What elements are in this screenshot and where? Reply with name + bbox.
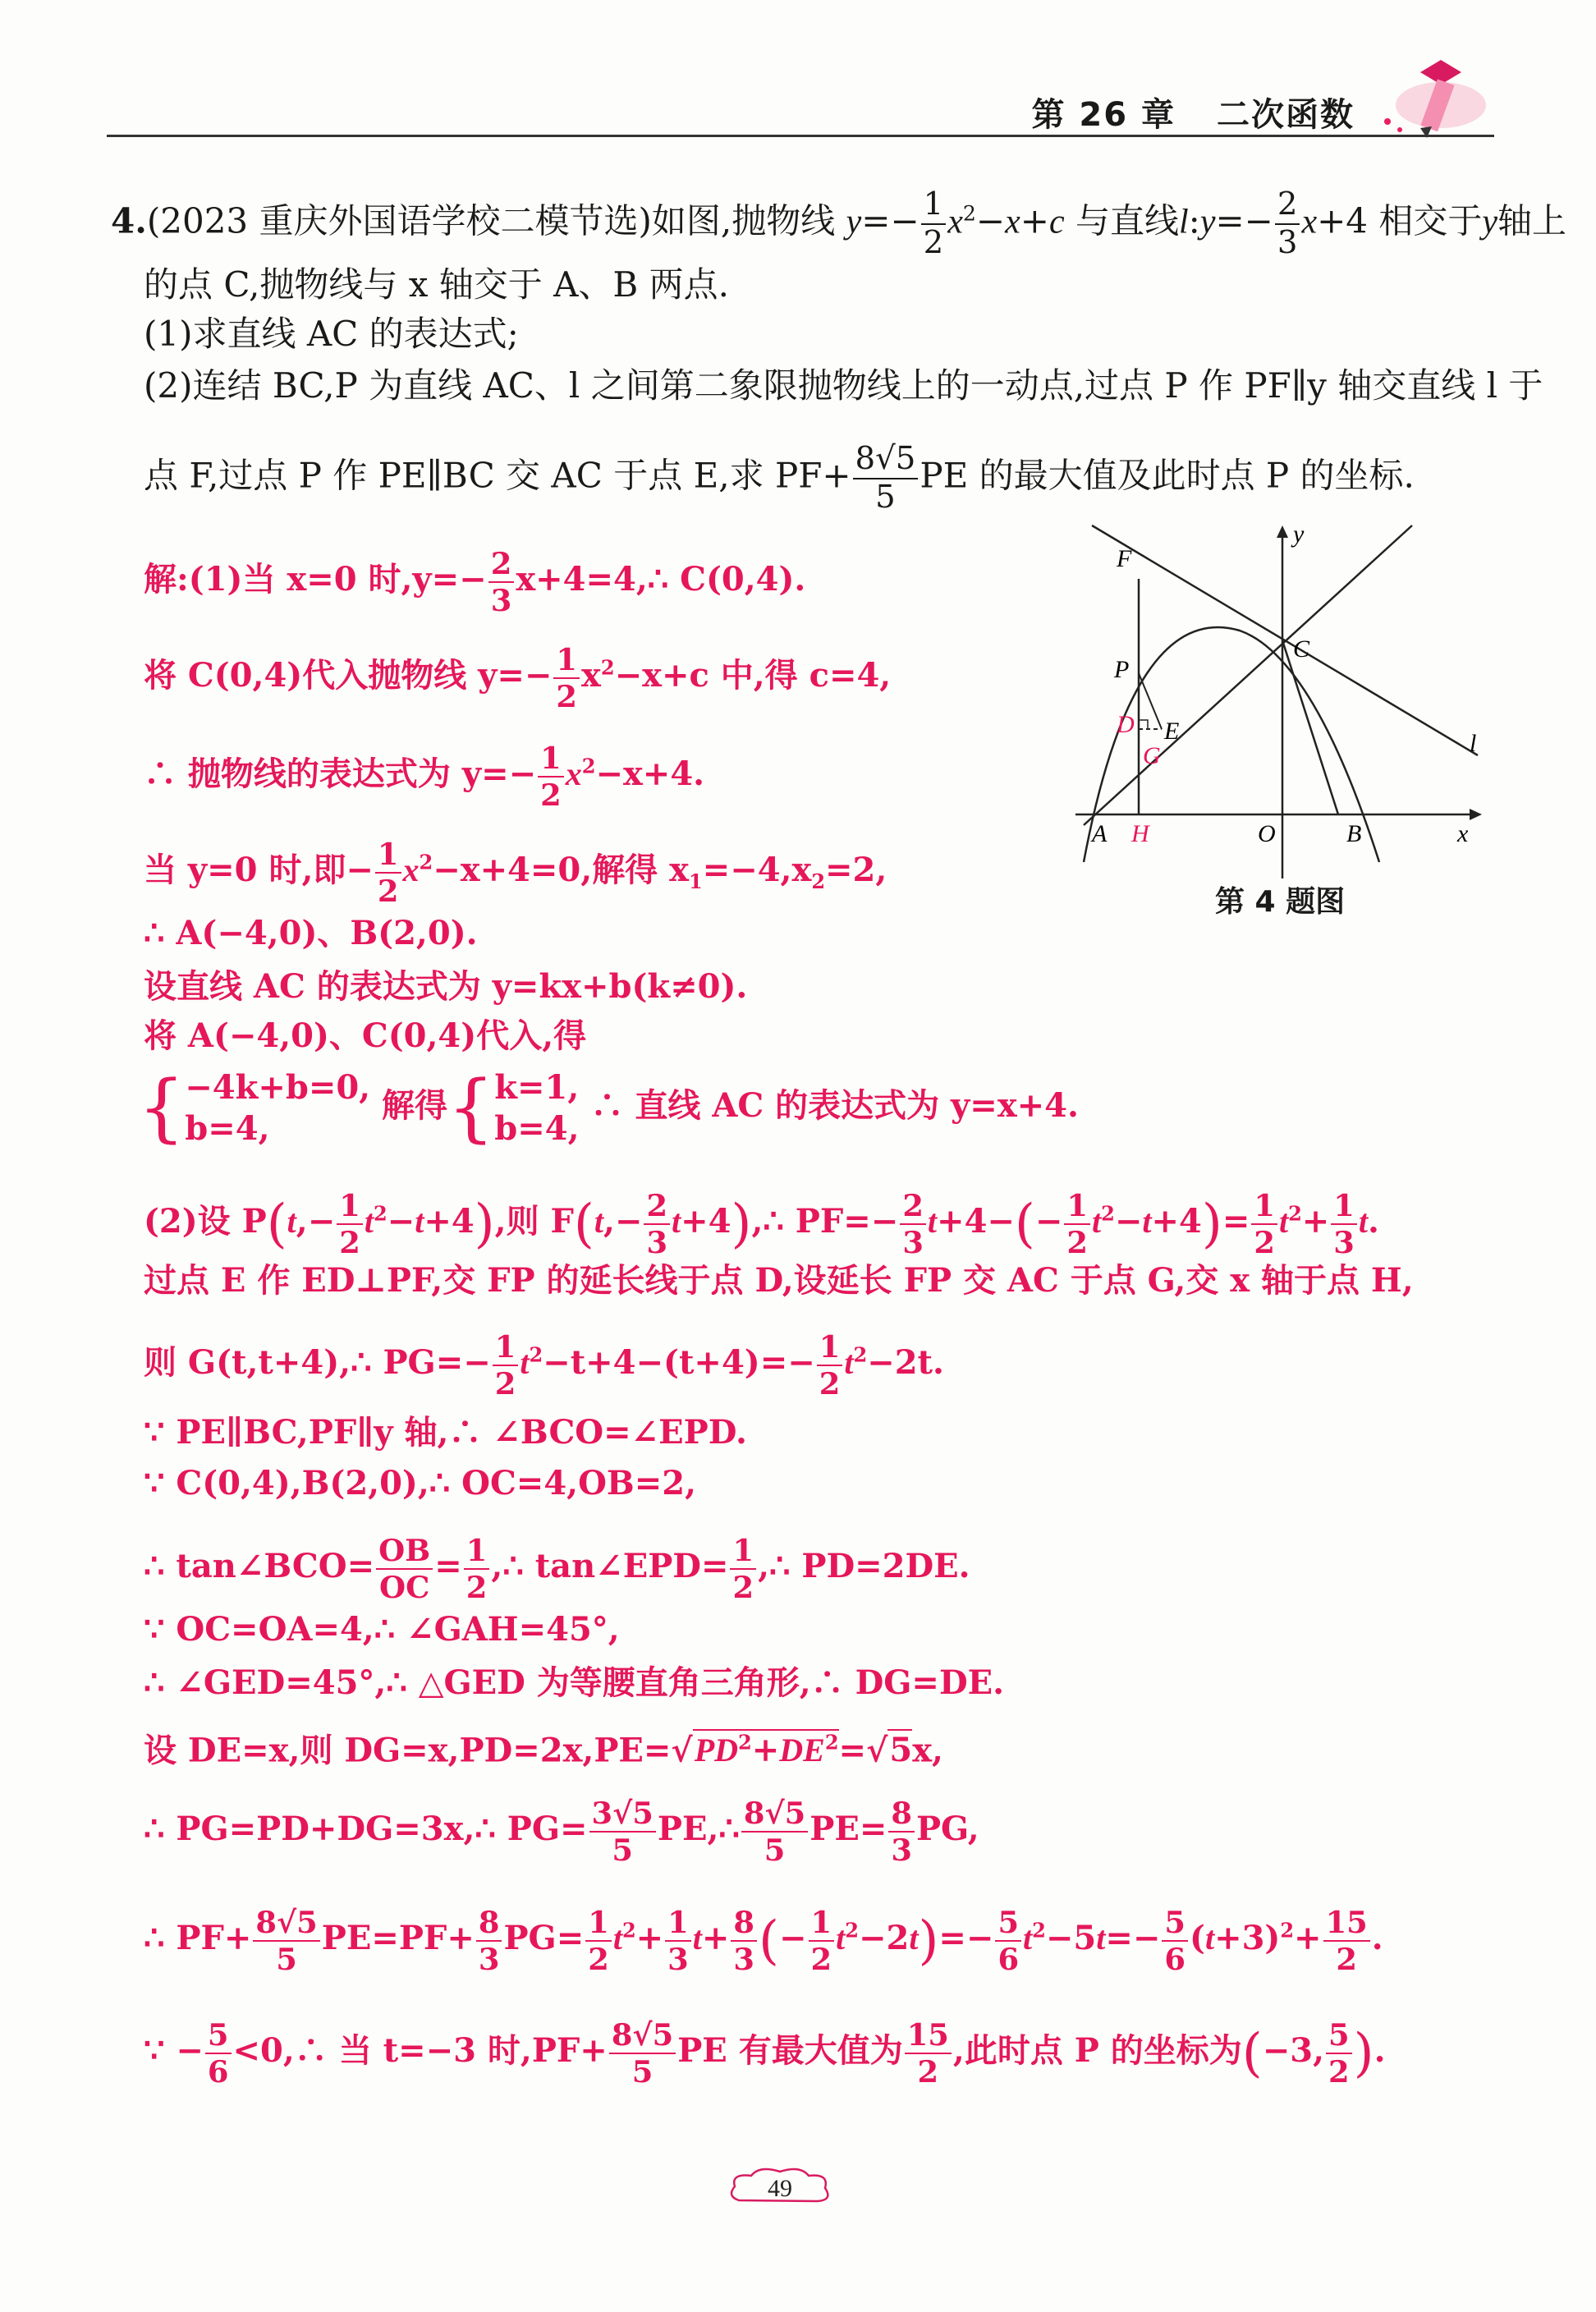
fraction: $\frac{1}{2}$	[921, 189, 947, 259]
problem-part-2-line-2	[144, 440, 1415, 516]
fraction: $\frac{1}{3}$	[1331, 1190, 1357, 1258]
solution-line: 设 DE=x,则 $DG=x,PD=2x,PE=√PD^2+DE^2=√5x$,	[144, 1731, 943, 1770]
page-header	[107, 89, 1494, 137]
fraction: $\frac{15}{2}$	[905, 2020, 952, 2087]
page-number-cloud-icon	[722, 2163, 837, 2213]
problem-number: 4.	[111, 200, 147, 241]
solution-text: −2t.	[867, 1342, 944, 1382]
problem-text: 如图,抛物线	[651, 200, 836, 241]
solution-line: 当 y=0 时,即− $\frac{1}{2}$ $x^2-x+4=0$,解得 $x_1=-4,x_2=2$,	[144, 836, 887, 909]
label-d: D	[1117, 711, 1135, 738]
solution-text: ∴ tan∠BCO=	[144, 1546, 375, 1585]
line-ac	[1084, 525, 1412, 825]
label-f: F	[1117, 545, 1132, 572]
geometry-figure	[1067, 517, 1494, 895]
solution-line: 将 C(0,4)代入抛物线 y=− $\frac{1}{2}$ $x^2-x+c$ 中,得 c=4,	[144, 641, 892, 714]
fraction: $\frac{5}{6}$	[1162, 1907, 1188, 1975]
label-y: y	[1293, 521, 1305, 548]
fraction: $\frac{OB}{OC}$	[376, 1535, 433, 1603]
solution-text: PE=PF+	[321, 1918, 475, 1957]
solution-text: 设 DE=x,则 DG=x,PD=2x,PE=	[144, 1731, 672, 1770]
solution-text: −t+4−(t+4)=−	[543, 1342, 815, 1382]
page-number: 49	[768, 2175, 792, 2202]
fraction: $\frac{1}{2}$	[464, 1535, 490, 1603]
solution-text: ∴ PG=PD+DG=3x,∴ PG=	[144, 1809, 588, 1848]
fraction: $\frac{1}{2}$	[493, 1332, 519, 1399]
chapter-number: 第 26 章	[1031, 96, 1176, 134]
solution-text: x	[581, 655, 601, 695]
solution-line: 将 A(−4,0)、C(0,4)代入,得	[144, 1016, 587, 1055]
problem-part-2-line-1: (2)连结 BC,P 为直线 AC、l 之间第二象限抛物线上的一动点,过点 P 作 PF∥y 轴交直线 l 于	[144, 365, 1543, 406]
problem-text: 点 F,过点 P 作 PE∥BC 交 AC 于点 E,求 PF+	[144, 455, 851, 496]
solution-text: PE,∴	[657, 1809, 740, 1848]
fraction: $\frac{15}{2}$	[1323, 1907, 1370, 1975]
equation: b=4,	[185, 1109, 270, 1148]
solution-text: −x+c 中,得 c=4,	[614, 655, 892, 695]
solution-line: ∵ OC=OA=4,∴ ∠GAH=45°,	[144, 1610, 620, 1649]
fraction: $\frac{8√5}{5}$	[853, 443, 919, 513]
fraction: $\frac{8√5}{5}$	[741, 1798, 808, 1865]
chapter-name: 二次函数	[1217, 96, 1355, 134]
solution-text: 当 y=0 时,即−	[144, 850, 374, 889]
fraction: $\frac{1}{3}$	[665, 1907, 691, 1975]
problem-source: (2023 重庆外国语学校二模节选)	[146, 200, 652, 241]
solution-line: ∴ PF+ $\frac{8√5}{5}$ PE=PF+ $\frac{8}{3}$ PG= $\frac{1}{2}$ $t^2+$ $\frac{1}{3}$ t+ $\frac{8}{3}$ (− $\frac{1}{2}$ $t^2-2t)=-$ $\frac{5}{6}$ $t^2-5t=-$ $\frac{5}{6}$ $(t+3)^2+$ $\frac{15}{2}$ .	[144, 1904, 1383, 1977]
fraction: $\frac{1}{2}$	[730, 1535, 756, 1603]
solution-text: =2,	[825, 850, 887, 889]
solution-text: PE=	[809, 1809, 887, 1848]
solution-text: (2)设 P	[144, 1201, 267, 1241]
fraction: $\frac{8}{3}$	[888, 1798, 915, 1865]
solution-line: ∵ PE∥BC,PF∥y 轴,∴ ∠BCO=∠EPD.	[144, 1413, 747, 1452]
solution-system: { −4k+b=0, b=4, 解得{ k=1, b=4, ∴ 直线 AC 的表达式为 y=x+4.	[138, 1065, 1079, 1151]
fraction: $\frac{1}{2}$	[538, 743, 564, 810]
solution-line: ∴ A(−4,0)、B(2,0).	[144, 914, 478, 952]
solution-text: PE 有最大值为	[677, 2030, 903, 2070]
solution-line: ∴ ∠GED=45°,∴ △GED 为等腰直角三角形,∴ DG=DE.	[144, 1663, 1005, 1702]
figure-caption: 第 4 题图	[1215, 885, 1346, 919]
problem-part-1: (1)求直线 AC 的表达式;	[144, 314, 519, 354]
fraction: $\frac{8√5}{5}$	[253, 1907, 319, 1975]
fraction: $\frac{8}{3}$	[731, 1907, 757, 1975]
solution-text: ,∴ PD=2DE.	[758, 1546, 970, 1585]
label-h: H	[1131, 820, 1149, 847]
fraction: $\frac{3√5}{5}$	[589, 1798, 656, 1865]
solution-text: ,则 F	[494, 1201, 574, 1241]
label-g: G	[1143, 742, 1161, 769]
solution-line	[144, 545, 806, 618]
solution-text: PG=	[503, 1918, 585, 1957]
label-b: B	[1346, 820, 1362, 847]
solution-text: ∴ 抛物线的表达式为 y=−	[144, 754, 537, 793]
solution-text: <0,∴ 当 t=−3 时,PF+	[232, 2030, 608, 2070]
fraction: $\frac{1}{2}$	[585, 1907, 612, 1975]
solution-line: 设直线 AC 的表达式为 y=kx+b(k≠0).	[144, 967, 748, 1006]
fraction: $\frac{1}{2}$	[1064, 1190, 1090, 1258]
solution-text: −x+4=0,解得 x	[433, 850, 689, 889]
solution-text: =−4,x	[702, 850, 812, 889]
solution-line: ∴ 抛物线的表达式为 y=− $\frac{1}{2}$ $x^2-x+4$.	[144, 740, 705, 813]
solution-line: (2)设 P(t,− $\frac{1}{2}$ $t^2-t+4$),则 F(t,− $\frac{2}{3}$ t+4),∴ PF=− $\frac{2}{3}$ t+4−(− $\frac{1}{2}$ $t^2-t+4)=$ $\frac{1}{2}$ $t^2+$ $\frac{1}{3}$ t.	[144, 1187, 1379, 1260]
fraction: $\frac{2}{3}$	[900, 1190, 926, 1258]
solution-text: ∴ 直线 AC 的表达式为 y=x+4.	[590, 1086, 1079, 1125]
solution-text: 解得	[382, 1086, 448, 1125]
label-a: A	[1092, 820, 1108, 847]
label-c: C	[1293, 635, 1310, 663]
fraction: $\frac{1}{2}$	[553, 645, 580, 712]
fraction: $\frac{1}{2}$	[1251, 1190, 1277, 1258]
problem-text: 相交于	[1378, 200, 1483, 241]
label-e: E	[1164, 718, 1180, 745]
solution-text: ,∴ tan∠EPD=	[491, 1546, 729, 1585]
solution-text: x,	[912, 1731, 943, 1770]
fraction: $\frac{5}{2}$	[1326, 2020, 1352, 2087]
solution-text: =	[838, 1731, 867, 1770]
equation: b=4,	[494, 1109, 580, 1148]
fraction: $\frac{1}{2}$	[337, 1190, 363, 1258]
problem-line-2: 的点 C,抛物线与 x 轴交于 A、B 两点.	[144, 264, 729, 305]
fraction: $\frac{1}{2}$	[375, 839, 401, 906]
solution-text: ∴ PF+	[144, 1918, 252, 1957]
solution-line: ∴ tan∠BCO= $\frac{OB}{OC}$ = $\frac{1}{2}$ ,∴ tan∠EPD= $\frac{1}{2}$ ,∴ PD=2DE.	[144, 1532, 970, 1605]
solution-line: ∵ − $\frac{5}{6}$ <0,∴ 当 t=−3 时,PF+ $\frac{8√5}{5}$ PE 有最大值为 $\frac{15}{2}$ ,此时点 P 的坐标为(−3, $\frac{5}{2}$ ).	[144, 2016, 1386, 2090]
equation: k=1,	[494, 1068, 580, 1107]
label-x: x	[1457, 820, 1469, 847]
fraction: $\frac{8}{3}$	[476, 1907, 502, 1975]
problem-line-1: 4.(2023 重庆外国语学校二模节选)如图,抛物线 y=− $\frac{1}{2}$ $x^2-x+c$ 与直线l:y=− $\frac{2}{3}$ x+4 相交于y轴上	[111, 186, 1567, 261]
chapter-title	[1031, 89, 1355, 135]
fraction: $\frac{8√5}{5}$	[609, 2020, 676, 2087]
solution-text: −x+4.	[595, 754, 705, 793]
pencil-logo-icon	[1363, 56, 1494, 146]
label-o: O	[1258, 820, 1276, 847]
fraction: $\frac{2}{3}$	[488, 548, 515, 616]
solution-text: 将 C(0,4)代入抛物线 y=−	[144, 655, 553, 695]
problem-text: 与直线	[1075, 200, 1179, 241]
label-p: P	[1114, 656, 1130, 683]
solution-text: ∵ −	[144, 2030, 204, 2070]
problem-text: 轴上	[1497, 200, 1567, 241]
fraction: $\frac{2}{3}$	[644, 1190, 670, 1258]
fraction: $\frac{1}{2}$	[817, 1332, 843, 1399]
label-l: l	[1470, 730, 1477, 757]
solution-text: PG,	[915, 1809, 979, 1848]
segment-pe	[1139, 673, 1162, 729]
solution-line: ∵ C(0,4),B(2,0),∴ OC=4,OB=2,	[144, 1464, 697, 1502]
equation: −4k+b=0,	[185, 1068, 371, 1107]
solution-text: ,∴ PF=−	[751, 1201, 899, 1241]
solution-text: x+4=4,∴ C(0,4).	[516, 559, 806, 599]
solution-text: ,此时点 P 的坐标为	[952, 2030, 1242, 2070]
solution-text: 则 G(t,t+4),∴ PG=−	[144, 1342, 491, 1382]
fraction: $\frac{5}{6}$	[995, 1907, 1021, 1975]
problem-text: PE 的最大值及此时点 P 的坐标.	[920, 455, 1415, 496]
solution-text: 解:(1)当 x=0 时,y=−	[144, 559, 487, 599]
fraction: $\frac{5}{6}$	[205, 2020, 232, 2087]
solution-line: 过点 E 作 ED⊥PF,交 FP 的延长线于点 D,设延长 FP 交 AC 于点 G,交 x 轴于点 H,	[144, 1261, 1414, 1300]
solution-line: 则 G(t,t+4),∴ PG=− $\frac{1}{2}$ $t^2-t+4-(t+4)=-$ $\frac{1}{2}$ $t^2-2t$.	[144, 1328, 944, 1401]
fraction: $\frac{1}{2}$	[809, 1907, 835, 1975]
solution-line	[144, 1795, 979, 1868]
fraction: $\frac{2}{3}$	[1275, 189, 1300, 259]
